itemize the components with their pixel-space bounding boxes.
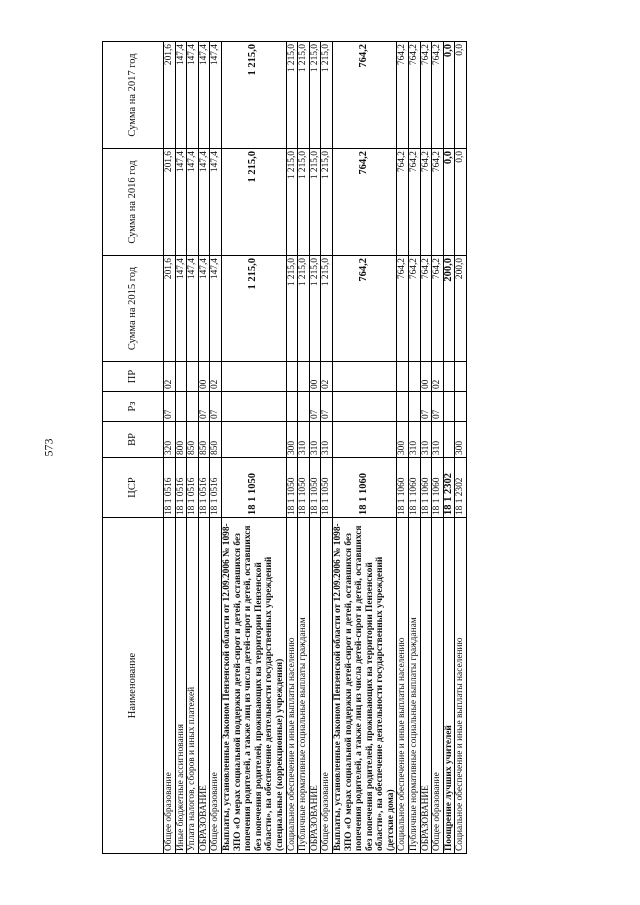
cell-pr: 00 — [309, 362, 321, 392]
cell-sum-2017: 0,0 — [443, 42, 455, 149]
cell-pr: 00 — [420, 362, 432, 392]
cell-sum-2016: 147,4 — [210, 149, 222, 256]
cell-name: Общее образование — [164, 518, 176, 854]
cell-sum-2017: 1 215,0 — [221, 42, 286, 149]
cell-pr — [175, 362, 187, 392]
cell-sum-2016: 764,2 — [420, 149, 432, 256]
header-sum-2016: Сумма на 2016 год — [103, 149, 164, 256]
cell-sum-2016: 764,2 — [409, 149, 421, 256]
cell-sum-2017: 147,4 — [187, 42, 199, 149]
cell-csr: 18 1 1050 — [309, 458, 321, 518]
cell-rz — [298, 392, 310, 422]
cell-sum-2017: 1 215,0 — [321, 42, 333, 149]
cell-pr — [298, 362, 310, 392]
cell-sum-2015: 1 215,0 — [309, 256, 321, 362]
cell-csr: 18 1 1050 — [298, 458, 310, 518]
header-name: Наименование — [103, 518, 164, 854]
table-row — [397, 42, 409, 854]
cell-name: Социальное обеспечение и иные выплаты населению — [397, 518, 409, 854]
cell-csr: 18 1 0516 — [175, 458, 187, 518]
table-row — [286, 42, 298, 854]
header-pr: ПР — [103, 362, 164, 392]
rotated-content — [102, 42, 566, 854]
cell-sum-2016: 1 215,0 — [298, 149, 310, 256]
cell-sum-2015: 147,4 — [198, 256, 210, 362]
cell-sum-2015: 147,4 — [187, 256, 199, 362]
cell-sum-2015: 1 215,0 — [286, 256, 298, 362]
cell-vr: 300 — [455, 422, 467, 458]
cell-rz: 07 — [309, 392, 321, 422]
cell-name: Публичные нормативные социальные выплаты гражданам — [298, 518, 310, 854]
cell-csr: 18 1 0516 — [187, 458, 199, 518]
cell-csr: 18 1 1060 — [409, 458, 421, 518]
cell-sum-2015: 1 215,0 — [221, 256, 286, 362]
cell-rz — [187, 392, 199, 422]
header-rz: Рз — [103, 392, 164, 422]
cell-vr: 310 — [321, 422, 333, 458]
cell-csr: 18 1 1060 — [332, 458, 397, 518]
cell-sum-2017: 764,2 — [409, 42, 421, 149]
rotated-sheet — [102, 42, 566, 854]
cell-name: Уплата налогов, сборов и иных платежей — [187, 518, 199, 854]
cell-sum-2016: 1 215,0 — [321, 149, 333, 256]
table-row — [432, 42, 444, 854]
cell-name: Общее образование — [432, 518, 444, 854]
cell-vr — [332, 422, 397, 458]
cell-sum-2015: 201,6 — [164, 256, 176, 362]
cell-sum-2017: 1 215,0 — [309, 42, 321, 149]
header-csr: ЦСР — [103, 458, 164, 518]
cell-sum-2016: 201,6 — [164, 149, 176, 256]
page-number: 573 — [41, 438, 56, 457]
table-row — [164, 42, 176, 854]
cell-csr: 18 1 1060 — [397, 458, 409, 518]
cell-name: ОБРАЗОВАНИЕ — [198, 518, 210, 854]
cell-sum-2016: 147,4 — [198, 149, 210, 256]
cell-pr — [443, 362, 455, 392]
cell-name: ОБРАЗОВАНИЕ — [420, 518, 432, 854]
cell-sum-2015: 764,2 — [332, 256, 397, 362]
cell-csr: 18 1 2302 — [443, 458, 455, 518]
cell-pr: 02 — [321, 362, 333, 392]
cell-rz — [409, 392, 421, 422]
cell-pr — [397, 362, 409, 392]
cell-sum-2016: 1 215,0 — [286, 149, 298, 256]
cell-name: Иные бюджетные ассигнования — [175, 518, 187, 854]
cell-sum-2017: 764,2 — [332, 42, 397, 149]
cell-name: Социальное обеспечение и иные выплаты населению — [286, 518, 298, 854]
budget-table — [102, 41, 467, 854]
cell-sum-2017: 1 215,0 — [286, 42, 298, 149]
table-row — [298, 42, 310, 854]
cell-sum-2015: 764,2 — [432, 256, 444, 362]
cell-pr: 00 — [198, 362, 210, 392]
table-row — [321, 42, 333, 854]
cell-sum-2015: 200,0 — [443, 256, 455, 362]
cell-rz: 07 — [164, 392, 176, 422]
cell-rz: 07 — [321, 392, 333, 422]
cell-name: Социальное обеспечение и иные выплаты населению — [455, 518, 467, 854]
cell-sum-2016: 1 215,0 — [221, 149, 286, 256]
cell-csr: 18 1 0516 — [198, 458, 210, 518]
cell-sum-2017: 0,0 — [455, 42, 467, 149]
cell-vr: 300 — [397, 422, 409, 458]
table-row — [455, 42, 467, 854]
cell-sum-2017: 764,2 — [432, 42, 444, 149]
cell-vr: 850 — [210, 422, 222, 458]
cell-name: Общее образование — [210, 518, 222, 854]
table-row — [221, 42, 286, 854]
cell-pr — [286, 362, 298, 392]
cell-rz — [221, 392, 286, 422]
header-sum-2017: Сумма на 2017 год — [103, 42, 164, 149]
table-row — [420, 42, 432, 854]
cell-csr: 18 1 1050 — [221, 458, 286, 518]
table-row — [175, 42, 187, 854]
cell-pr — [409, 362, 421, 392]
table-row — [187, 42, 199, 854]
cell-sum-2015: 1 215,0 — [321, 256, 333, 362]
cell-vr: 310 — [298, 422, 310, 458]
cell-csr: 18 1 0516 — [164, 458, 176, 518]
cell-sum-2016: 147,4 — [187, 149, 199, 256]
cell-sum-2015: 200,0 — [455, 256, 467, 362]
cell-sum-2015: 147,4 — [175, 256, 187, 362]
cell-sum-2017: 147,4 — [198, 42, 210, 149]
header-sum-2015: Сумма на 2015 год — [103, 256, 164, 362]
table-row — [409, 42, 421, 854]
cell-rz: 07 — [432, 392, 444, 422]
cell-pr — [455, 362, 467, 392]
cell-pr — [332, 362, 397, 392]
cell-sum-2015: 1 215,0 — [298, 256, 310, 362]
cell-csr: 18 1 1050 — [286, 458, 298, 518]
cell-sum-2016: 147,4 — [175, 149, 187, 256]
cell-vr — [443, 422, 455, 458]
cell-rz: 07 — [420, 392, 432, 422]
cell-sum-2016: 764,2 — [332, 149, 397, 256]
cell-rz — [397, 392, 409, 422]
cell-sum-2017: 201,6 — [164, 42, 176, 149]
cell-sum-2015: 764,2 — [409, 256, 421, 362]
cell-sum-2016: 0,0 — [455, 149, 467, 256]
cell-pr — [187, 362, 199, 392]
cell-rz — [175, 392, 187, 422]
cell-csr: 18 1 1060 — [432, 458, 444, 518]
cell-vr: 320 — [164, 422, 176, 458]
cell-pr — [221, 362, 286, 392]
cell-sum-2017: 764,2 — [397, 42, 409, 149]
cell-rz — [332, 392, 397, 422]
cell-rz: 07 — [210, 392, 222, 422]
cell-csr: 18 1 2302 — [455, 458, 467, 518]
cell-rz — [443, 392, 455, 422]
cell-csr: 18 1 1060 — [420, 458, 432, 518]
cell-vr: 800 — [175, 422, 187, 458]
cell-sum-2016: 1 215,0 — [309, 149, 321, 256]
cell-sum-2015: 764,2 — [420, 256, 432, 362]
cell-vr — [221, 422, 286, 458]
header-vr: ВР — [103, 422, 164, 458]
table-header-row — [103, 42, 164, 854]
cell-vr: 310 — [309, 422, 321, 458]
cell-sum-2016: 0,0 — [443, 149, 455, 256]
cell-rz: 07 — [198, 392, 210, 422]
cell-csr: 18 1 1050 — [321, 458, 333, 518]
cell-vr: 310 — [409, 422, 421, 458]
cell-name: Выплаты, установленные Законом Пензенской области от 12.09.2006 № 1098-ЗПО «О мерах социальной поддержки детей-сирот и детей, оставшихся без попечения родителей, а также лиц из числа детей-сирот и детей, оставшихся без попечения родителей, проживающих на территории Пензенской области», на обеспечение деятельности государственных учреждений (детские дома) — [332, 518, 397, 854]
cell-name: Поощрение лучших учителей — [443, 518, 455, 854]
cell-sum-2015: 147,4 — [210, 256, 222, 362]
cell-name: Выплаты, установленные Законом Пензенской области от 12.09.2006 № 1098-ЗПО «О мерах социальной поддержки детей-сирот и детей, оставшихся без попечения родителей, а также лиц из числа детей-сирот и детей, оставшихся без попечения родителей, проживающих на территории Пензенской области», на обеспечение деятельности государственных учреждений (специальные (коррекционные) учреждения) — [221, 518, 286, 854]
cell-rz — [455, 392, 467, 422]
cell-vr: 850 — [187, 422, 199, 458]
cell-sum-2017: 1 215,0 — [298, 42, 310, 149]
cell-pr: 02 — [164, 362, 176, 392]
cell-vr: 300 — [286, 422, 298, 458]
table-row — [210, 42, 222, 854]
cell-name: Общее образование — [321, 518, 333, 854]
cell-vr: 310 — [420, 422, 432, 458]
table-row — [198, 42, 210, 854]
cell-vr: 850 — [198, 422, 210, 458]
cell-sum-2016: 764,2 — [432, 149, 444, 256]
table-body — [164, 42, 467, 854]
cell-name: ОБРАЗОВАНИЕ — [309, 518, 321, 854]
cell-sum-2017: 147,4 — [210, 42, 222, 149]
cell-sum-2017: 764,2 — [420, 42, 432, 149]
cell-vr: 310 — [432, 422, 444, 458]
cell-pr: 02 — [432, 362, 444, 392]
cell-sum-2017: 147,4 — [175, 42, 187, 149]
cell-csr: 18 1 0516 — [210, 458, 222, 518]
table-row — [443, 42, 455, 854]
table-row — [309, 42, 321, 854]
cell-name: Публичные нормативные социальные выплаты гражданам — [409, 518, 421, 854]
cell-rz — [286, 392, 298, 422]
cell-pr: 02 — [210, 362, 222, 392]
table-row — [332, 42, 397, 854]
cell-sum-2015: 764,2 — [397, 256, 409, 362]
cell-sum-2016: 764,2 — [397, 149, 409, 256]
